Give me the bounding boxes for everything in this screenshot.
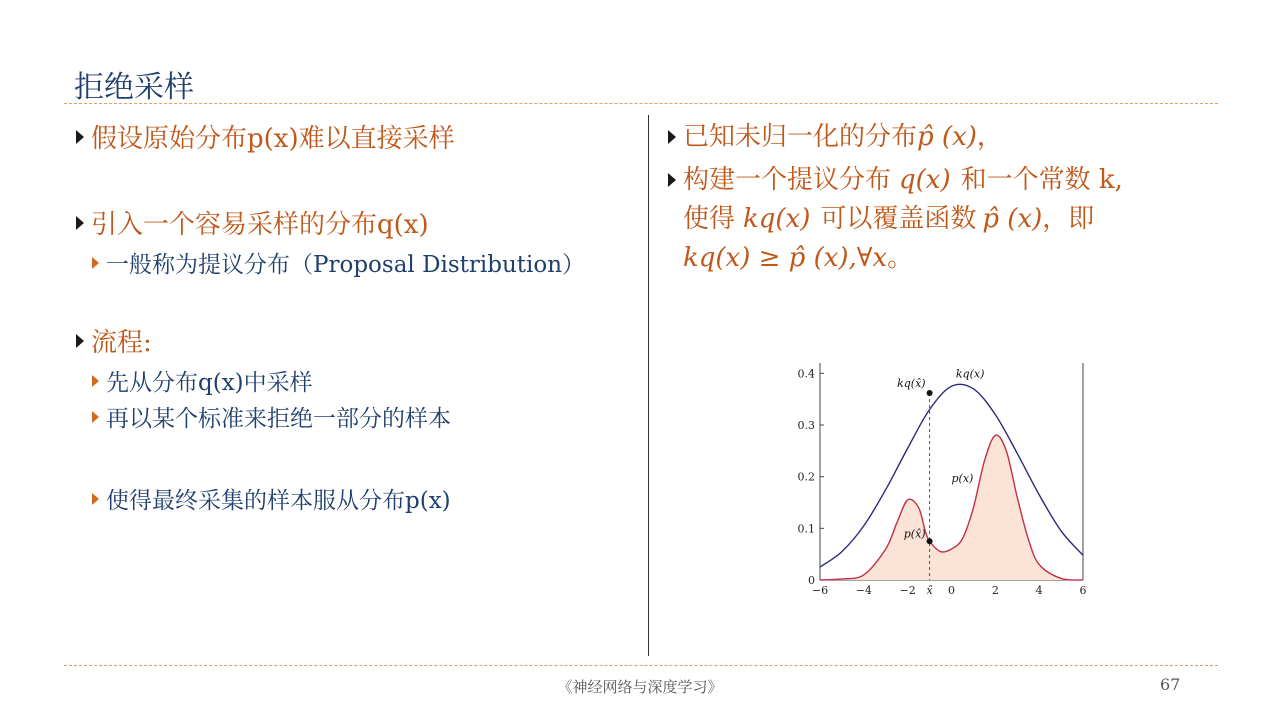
y-tick-label: 0.1 [797,522,815,536]
x-tick-label: −2 [899,584,916,597]
column-divider [648,115,649,656]
x-tick-label: −4 [855,584,872,597]
kq-curve-label: kq(x) [955,367,985,381]
bullet-text: 引入一个容易采样的分布q(x) [91,210,429,240]
page-title: 拒绝采样 [74,70,194,105]
x-tick-label: 4 [1035,584,1043,597]
p-point-label: p(x̂) [903,527,926,541]
p-curve-label: p(x) [951,471,974,485]
math-inequality: kq(x) ≥ p̂ (x),∀x [683,243,888,273]
y-tick-label: 0.4 [797,367,815,381]
kq-point-label: kq(x̂) [897,376,926,390]
sub-bullet-triangle-icon [92,411,99,423]
bullet-line-inequality [683,238,913,278]
math-p-hat: p̂ (x) [917,122,977,152]
math-q: q(x) [899,165,951,195]
sub-bullet-triangle-icon [92,375,99,387]
sub-bullet-sample-step [92,364,313,397]
bullet-triangle-icon [668,173,676,187]
bullet-punct: ， [976,122,1003,152]
bullet-text-continued: 和一个常数 k, [960,165,1123,195]
sample-point [927,390,933,396]
bullet-proposal-constant [668,160,1123,200]
bullet-text: 流程: [91,328,152,358]
bullet-text: 可以覆盖函数 [820,204,977,234]
x-tick-label: −6 [811,584,829,597]
footer-book-title: 《神经网络与深度学习》 [557,678,723,696]
bullet-proposal-distribution [76,204,429,241]
sub-bullet-reject-step [92,400,451,433]
x-tick-label: 6 [1079,584,1087,597]
footer-divider [64,665,1218,666]
bullet-text: 构建一个提议分布 [683,165,892,195]
sub-bullet-text: 先从分布q(x)中采样 [106,370,313,396]
title-divider [64,103,1218,104]
bullet-triangle-icon [76,334,84,348]
bullet-original-distribution [76,118,455,155]
bullet-text: 已知未归一化的分布 [683,122,918,152]
sub-bullet-text: 再以某个标准来拒绝一部分的样本 [106,406,451,432]
sample-point [927,538,933,544]
sub-bullet-proposal-name [92,246,585,279]
sub-bullet-text: 使得最终采集的样本服从分布p(x) [106,488,451,514]
sub-bullet-triangle-icon [92,257,99,269]
bullet-text: 使得 [683,204,736,234]
bullet-triangle-icon [76,216,84,230]
y-tick-label: 0.2 [797,470,815,484]
p-area-fill [820,435,1083,580]
page-number: 67 [1160,675,1181,694]
x-tick-label: x̂ [926,584,933,597]
sub-bullet-text: 一般称为提议分布（Proposal Distribution） [106,252,586,278]
rejection-sampling-figure [790,355,1090,605]
math-kq: kq(x) [743,204,811,234]
sub-bullet-result-step [92,482,451,515]
bullet-text: ，即 [1042,204,1095,234]
bullet-process [76,322,152,359]
bullet-unnormalized-distribution [668,117,1003,157]
bullet-line-cover [683,199,1094,239]
math-p-hat: p̂ (x) [982,204,1043,234]
bullet-text: 假设原始分布p(x)难以直接采样 [91,124,455,154]
bullet-triangle-icon [668,130,676,144]
bullet-triangle-icon [76,130,84,144]
y-tick-label: 0.3 [797,419,815,432]
y-tick-label: 0 [808,574,815,587]
x-tick-label: 2 [991,584,999,597]
sub-bullet-triangle-icon [92,493,99,505]
bullet-punct: 。 [887,243,914,273]
x-tick-label: 0 [948,584,955,597]
